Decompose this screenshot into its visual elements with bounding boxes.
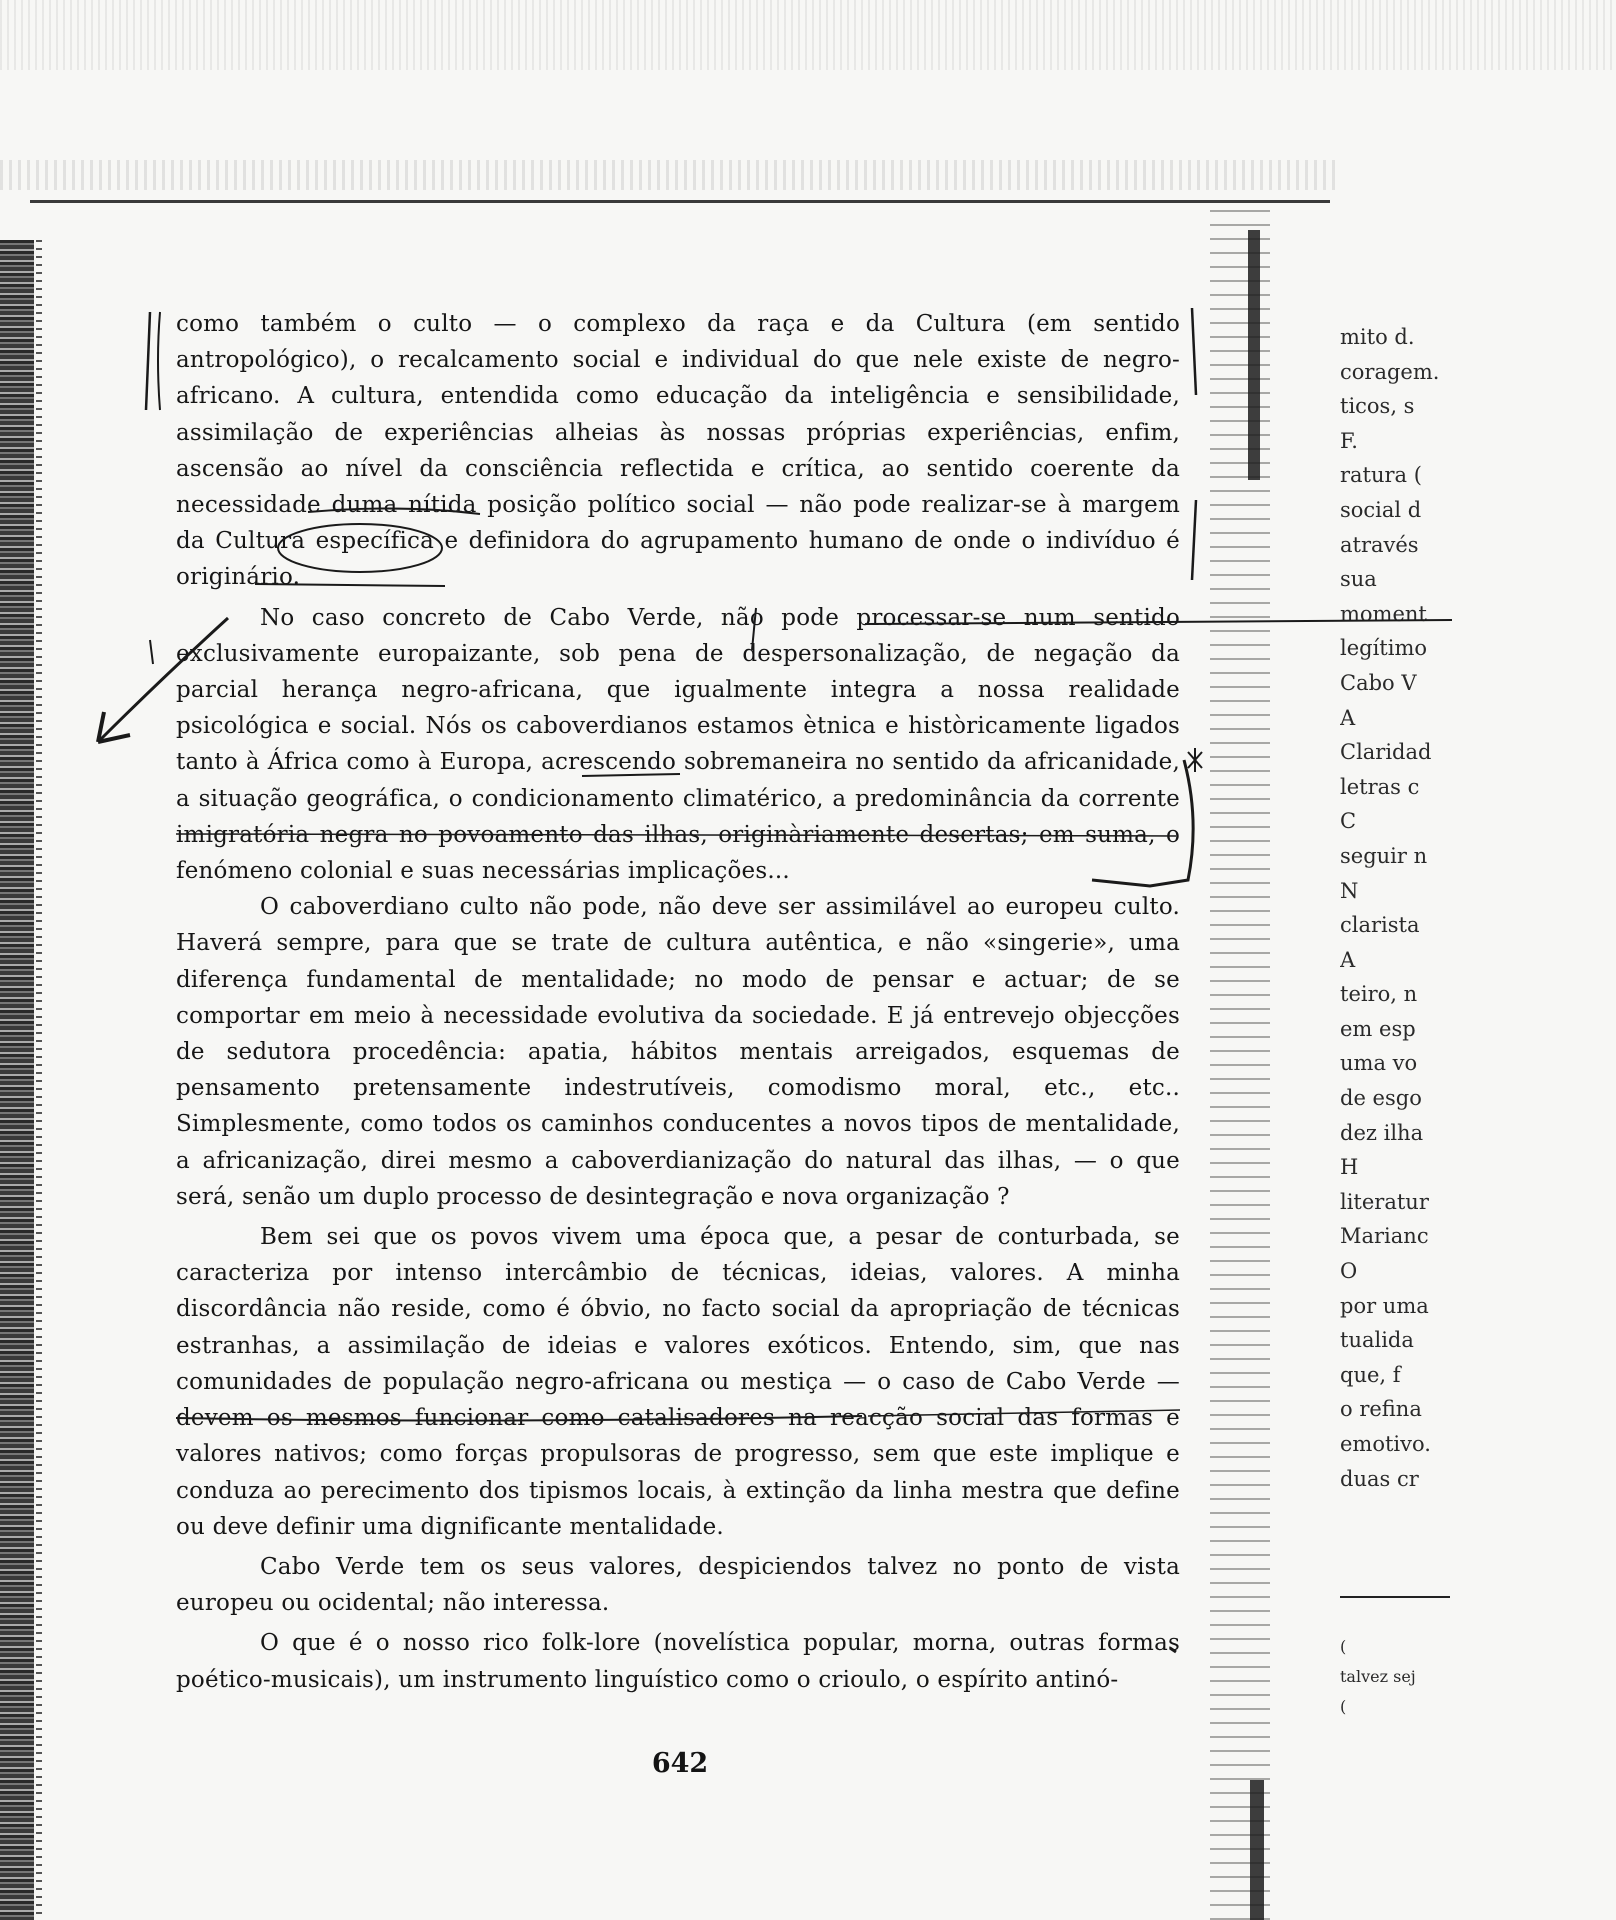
facing-page-line: duas cr	[1340, 1466, 1419, 1491]
facing-page-line: ratura (	[1340, 463, 1422, 488]
margin-arrow-head	[98, 712, 130, 742]
right-bracket-top	[1192, 308, 1196, 395]
facing-page-line: Claridad	[1340, 740, 1432, 765]
facing-page-footnote-line: (	[1340, 1697, 1347, 1716]
facing-page-footnote-line: talvez sej	[1340, 1667, 1416, 1686]
facing-page-line: seguir n	[1340, 843, 1428, 868]
left-bracket-outer	[146, 312, 150, 410]
facing-page-footnote-line: (	[1340, 1637, 1347, 1656]
facing-page-line: clarista	[1340, 913, 1420, 938]
facing-page-line: N	[1340, 878, 1359, 903]
scan-noise-band	[0, 160, 1340, 190]
facing-page-line: através	[1340, 532, 1419, 557]
facing-page-line: sua	[1340, 567, 1377, 592]
scan-left-edge-stripe	[36, 240, 42, 1920]
facing-page-line: social d	[1340, 497, 1422, 522]
paragraph-3: O caboverdiano culto não pode, não deve ser assimilável ao europeu culto. Haverá sempre, para que se trate de cultura autêntica, e não «singerie», uma diferença fundamental de mentalidade; no modo de pensar e actuar; de se comportar em meio à necessidade evolutiva da sociedade. E já entrevejo objecções de sedutora procedência: apatia, hábitos mentais arreigados, esquemas de pensamento pretensamente indestrutíveis, comodismo moral, etc., etc.. Simplesmente, como todos os caminhos conducentes a novos tipos de mentalidade, a africanização, direi mesmo a caboverdianização do natural das ilhas, — o que será, senão um duplo processo de desintegração e nova organização ?	[176, 894, 1180, 1210]
facing-page-line: legítimo	[1340, 636, 1428, 661]
facing-page-line: mito d.	[1340, 325, 1415, 349]
scan-left-edge	[0, 240, 34, 1920]
page-number: 642	[651, 1748, 709, 1779]
facing-page-line: F.	[1340, 428, 1358, 453]
facing-page-line: emotivo.	[1340, 1432, 1431, 1456]
paragraph-2: No caso concreto de Cabo Verde, não pode processar-se num sentido exclusivamente europaizante, sob pena de despersonalização, de negação da parcial herança negro-africana, que igualmente integra a nossa realidade psicológica e social. Nós os caboverdianos estamos ètnica e històricamente ligados tanto à África como à Europa, acrescendo sobremaneira no sentido da africanidade, a situação geográfica, o condicionamento climatérico, a predominância da corrente imigratória negra no povoamento das ilhas, originàriamente desertas; em suma, o fenómeno colonial e suas necessárias implicações...	[176, 604, 1180, 885]
paragraph-6: O que é o nosso rico folk-lore (novelística popular, morna, outras formas poético-musicais), um instrumento linguístico como o crioulo, o espírito antinó-	[176, 1630, 1180, 1693]
scan-noise-top	[0, 0, 1616, 70]
facing-page-line: A	[1340, 705, 1356, 730]
facing-page-line: Cabo V	[1340, 670, 1417, 695]
paragraph-1: como também o culto — o complexo da raça e da Cultura (em sentido antropológico), o recalcamento social e individual do que nele existe de negro-africano. A cultura, entendida como educação da inteligência e sensibilidade, assimilação de experiências alheias às nossas próprias experiências, enfim, ascensão ao nível da consciência reflectida e crítica, ao sentido coerente da necessidade duma nítida posição político social — não pode realizar-se à margem da Cultura específica e definidora do agrupamento humano de onde o indivíduo é originário.	[176, 311, 1180, 591]
facing-page-line: O	[1340, 1259, 1358, 1284]
facing-page-line: tualida	[1340, 1328, 1414, 1353]
facing-page-line: teiro, n	[1340, 982, 1418, 1007]
facing-page-line: uma vo	[1340, 1051, 1418, 1076]
left-bracket-inner	[158, 312, 160, 410]
margin-tick	[150, 640, 153, 664]
facing-page-line: H	[1340, 1155, 1359, 1180]
facing-page-line: C	[1340, 809, 1357, 834]
facing-page-line: ticos, s	[1340, 394, 1415, 419]
facing-page-footnote	[1340, 1632, 1450, 1722]
facing-page-line: que, f	[1340, 1362, 1401, 1387]
facing-page-line: letras c	[1340, 774, 1420, 799]
facing-page-line: Marianc	[1340, 1224, 1429, 1249]
facing-page-fragments	[1340, 320, 1460, 1496]
facing-page-footnote-rule	[1340, 1596, 1450, 1598]
facing-page-line: em esp	[1340, 1016, 1416, 1041]
book-spine-shadow-bottom	[1250, 1780, 1264, 1920]
paragraph-4: Bem sei que os povos vivem uma época que, a pesar de conturbada, se caracteriza por intenso intercâmbio de técnicas, ideias, valores. A minha discordância não reside, como é óbvio, no facto social da apropriação de técnicas estranhas, a assimilação de ideias e valores exóticos. Entendo, sim, que nas comunidades de população negro-africana ou mestiça — o caso de Cabo Verde — devem os mesmos funcionar como catalisadores na reacção social das formas e valores nativos; como forças propulsoras de progresso, sem que este implique e conduza ao perecimento dos tipismos locais, à extinção da linha mestra que define ou deve definir uma dignificante mentalidade.	[176, 1224, 1180, 1540]
main-text-column	[176, 306, 1180, 1698]
page-top-border	[30, 200, 1330, 203]
facing-page-line: A	[1340, 947, 1356, 972]
book-spine	[1210, 210, 1270, 1920]
facing-page-line: dez ilha	[1340, 1120, 1424, 1145]
right-bracket-mid	[1192, 500, 1196, 580]
facing-page-line: literatur	[1340, 1189, 1429, 1214]
facing-page-line: moment	[1340, 601, 1427, 626]
book-spine-shadow-top	[1248, 230, 1260, 480]
asterisk-mark	[1188, 748, 1202, 772]
facing-page-line: o refina	[1340, 1397, 1422, 1422]
facing-page-line: coragem.	[1340, 359, 1440, 384]
paragraph-5: Cabo Verde tem os seus valores, despiciendos talvez no ponto de vista europeu ou ocidental; não interessa.	[176, 1553, 1180, 1617]
facing-page-line: por uma	[1340, 1293, 1429, 1318]
facing-page-line: de esgo	[1340, 1086, 1422, 1111]
